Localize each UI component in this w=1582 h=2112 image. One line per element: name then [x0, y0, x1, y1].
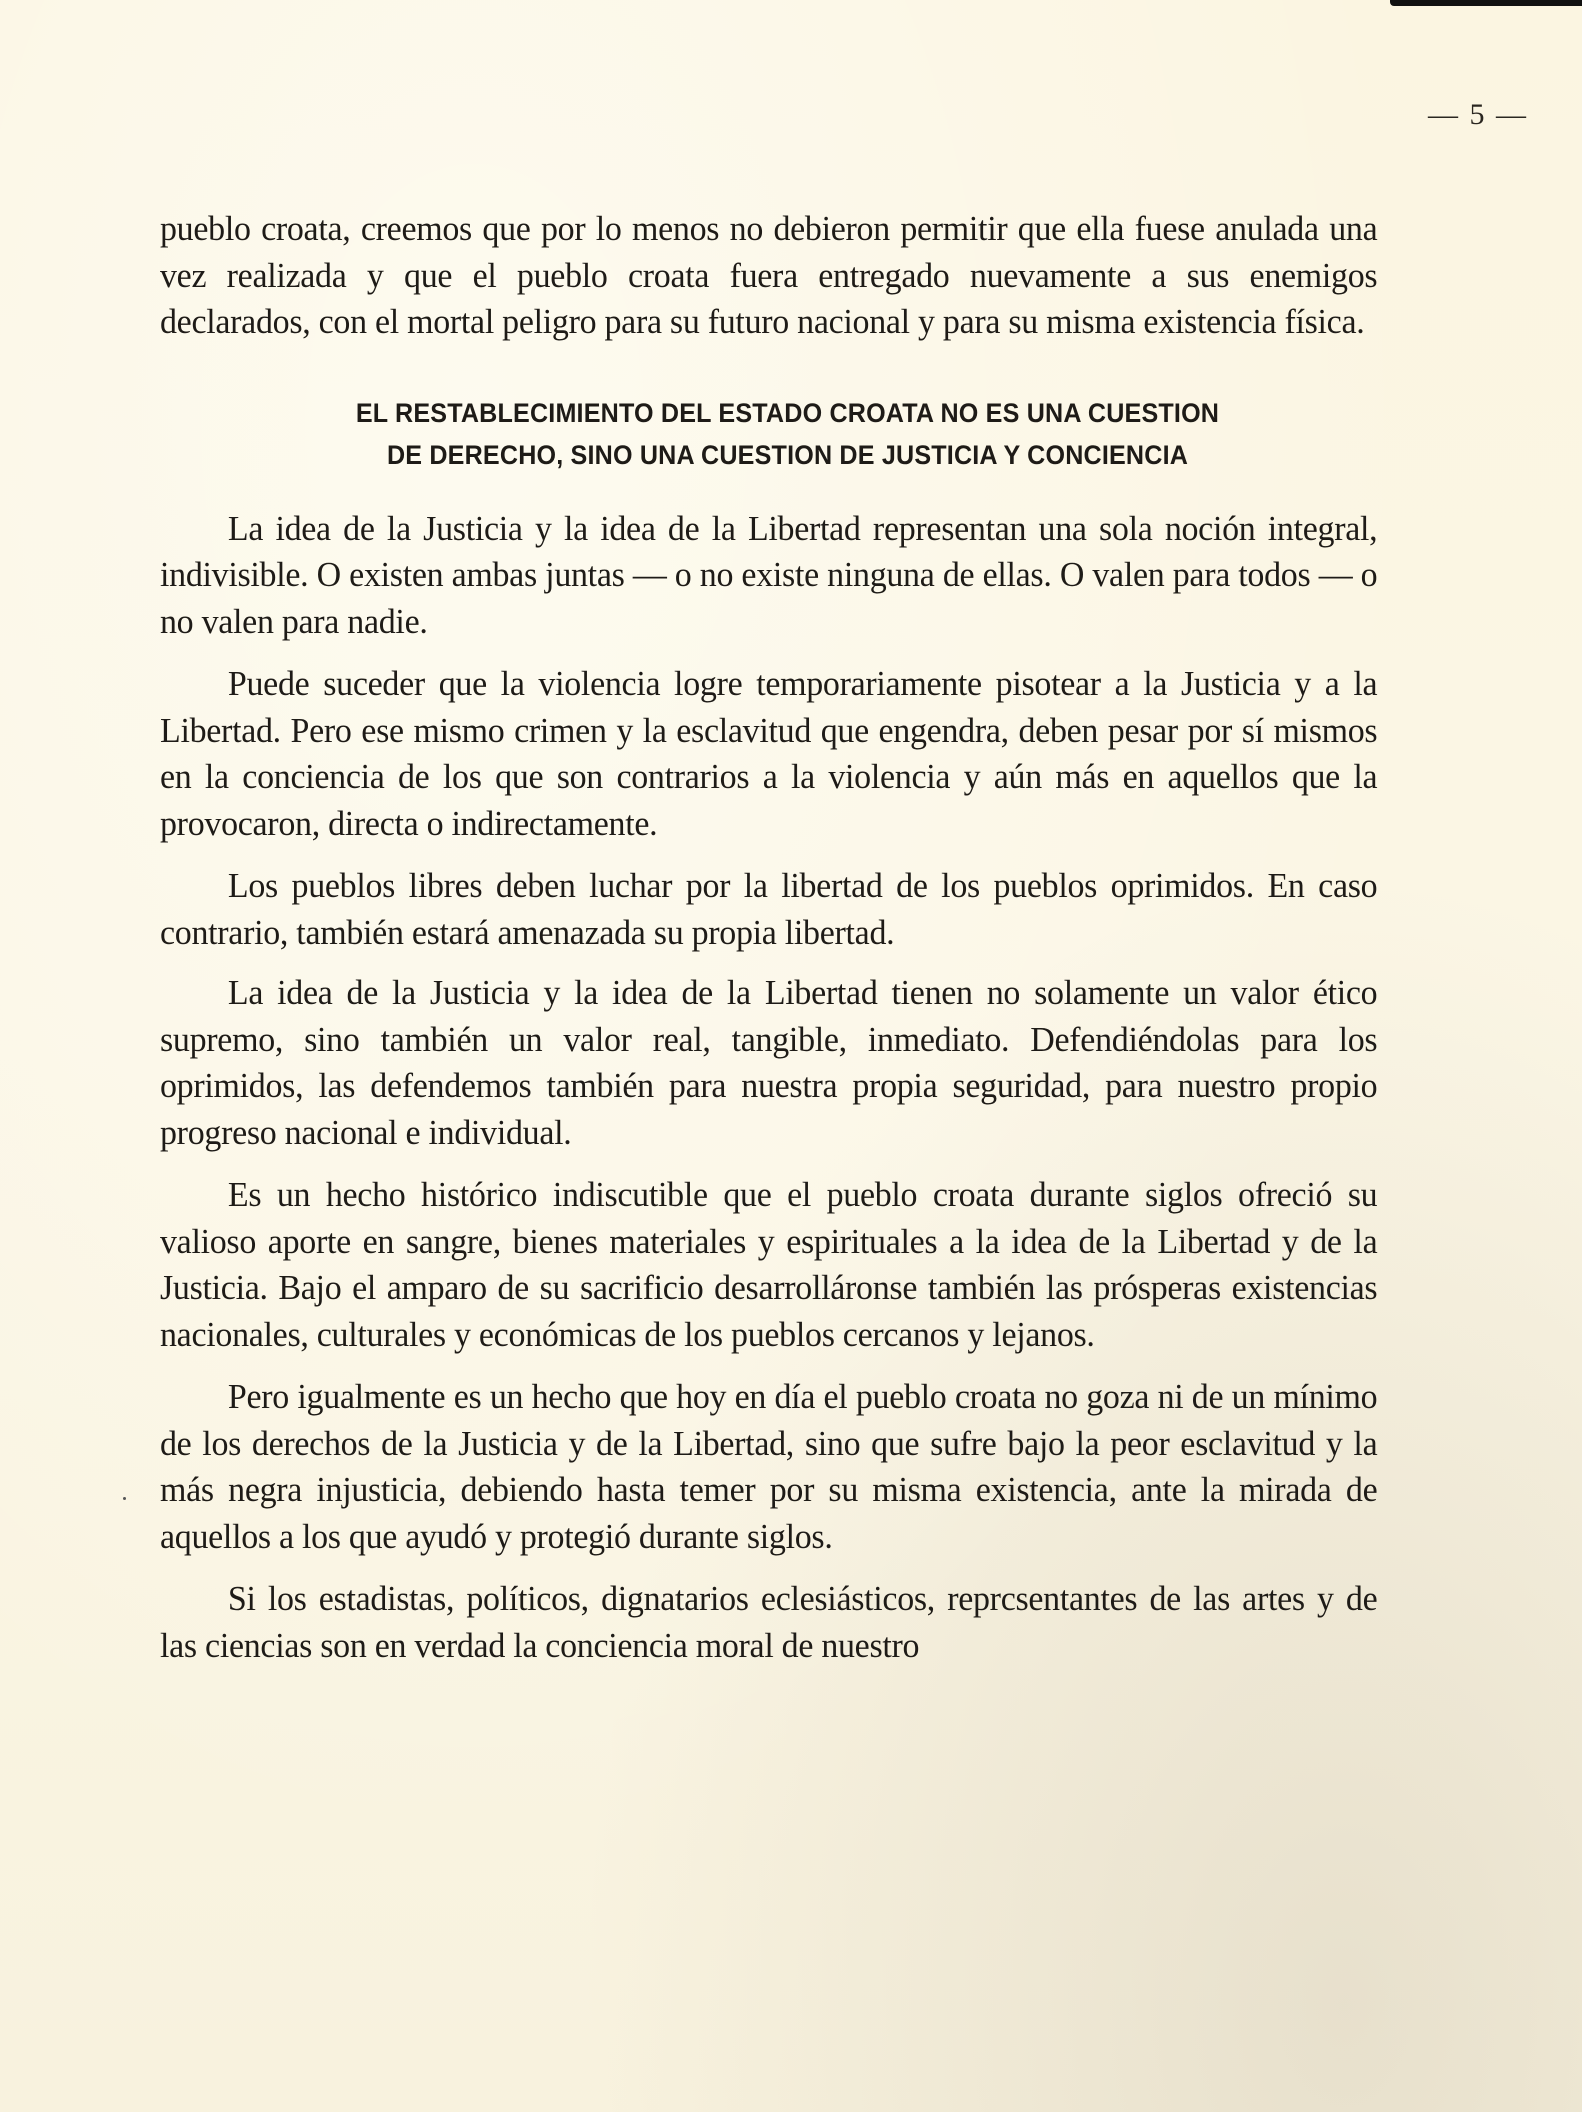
paragraph-continuation: pueblo croata, creemos que por lo menos no debieron permitir que ella fuese anulada una vez realizada y que el pueblo croata fuera entregado nuevamente a sus enemigos declarados, con el mortal peligro para su futuro nacional y para su misma existencia física. — [160, 209, 1378, 341]
page-edge-shadow — [1390, 0, 1582, 6]
section-heading — [204, 392, 1371, 476]
text-column — [160, 206, 1415, 1669]
section-heading-line-1: EL RESTABLECIMIENTO DEL ESTADO CROATA NO ES UNA CUESTION — [355, 397, 1220, 428]
paragraph: Los pueblos libres deben luchar por la libertad de los pueblos oprimidos. En caso contrario, también estará amenazada su propia libertad. — [160, 866, 1378, 952]
paragraph: La idea de la Justicia y la idea de la Libertad tienen no solamente un valor ético supremo, sino también un valor real, tangible, inmediato. Defendiéndolas para los oprimidos, las defendemos también para nuestra propia seguridad, para nuestro propio progreso nacional e individual. — [160, 973, 1378, 1152]
ink-speck — [123, 1497, 126, 1500]
section-heading-line-2: DE DERECHO, SINO UNA CUESTION DE JUSTICIA Y CONCIENCIA — [386, 439, 1189, 470]
page-number: — 5 — — [1428, 98, 1528, 131]
paragraph: Si los estadistas, políticos, dignatarios eclesiásticos, reprcsentantes de las artes y de las ciencias son en verdad la conciencia moral de nuestro — [160, 1579, 1378, 1665]
paragraph: Es un hecho histórico indiscutible que el pueblo croata durante siglos ofreció su valioso aporte en sangre, bienes materiales y espirituales a la idea de la Libertad y de la Justicia. Bajo el amparo de su sacrificio desarrolláronse también las prósperas existencias nacionales, culturales y económicas de los pueblos cercanos y lejanos. — [160, 1175, 1378, 1354]
paragraph: La idea de la Justicia y la idea de la Libertad representan una sola noción integral, indivisible. O existen ambas juntas — o no existe ninguna de ellas. O valen para todos — o no valen para nadie. — [160, 508, 1378, 641]
paragraph: Puede suceder que la violencia logre temporariamente pisotear a la Justicia y a la Libertad. Pero ese mismo crimen y la esclavitud que engendra, deben pesar por sí mismos en la conciencia de los que son contrarios a la violencia y aún más en aquellos que la provocaron, directa o indirectamente. — [160, 664, 1378, 843]
paragraph: Pero igualmente es un hecho que hoy en día el pueblo croata no goza ni de un mínimo de los derechos de la Justicia y de la Libertad, sino que sufre bajo la peor esclavitud y la más negra injusticia, debiendo hasta temer por su misma existencia, ante la mirada de aquellos a los que ayudó y protegió durante siglos. — [160, 1377, 1378, 1556]
